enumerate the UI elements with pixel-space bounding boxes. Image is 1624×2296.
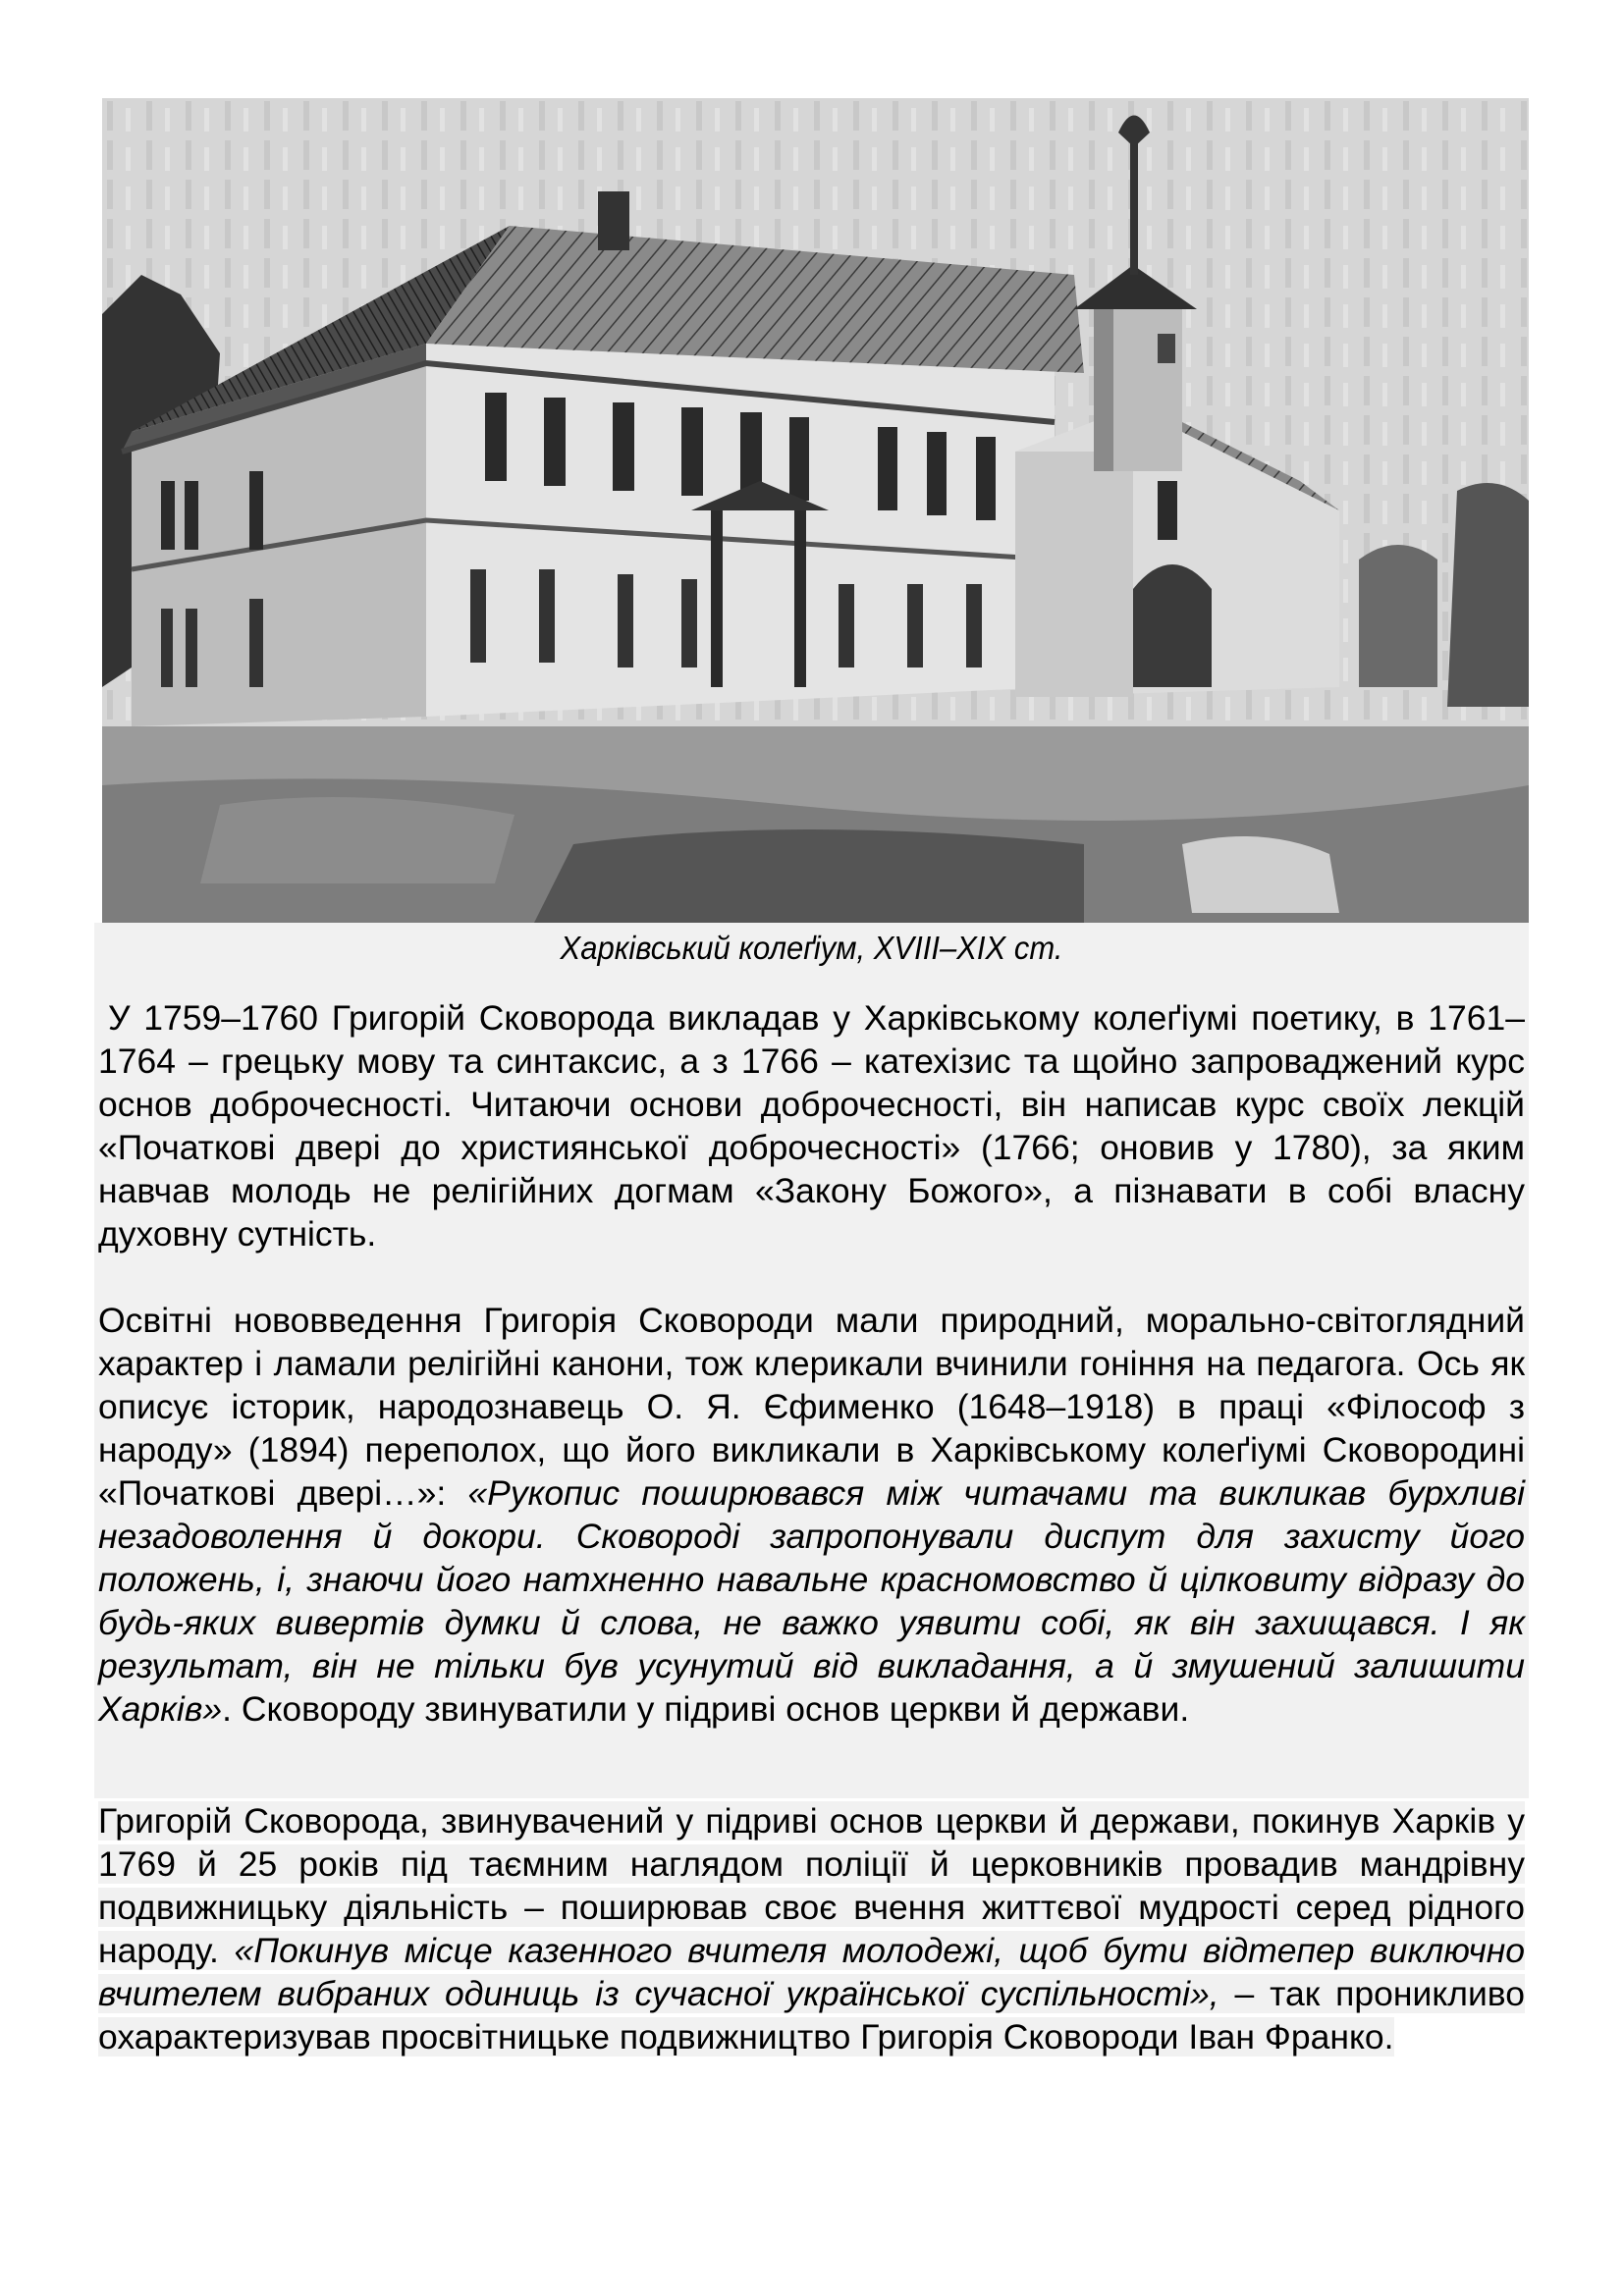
quote-yefymenko: «Рукопис поширювався між читачами та викликав бурхливі незадоволення й докори. Сковороді запропонували диспут для захисту його положень, і, знаючи його натхненно навальне красномовство й цілковиту відразу до будь-яких вивертів думки й слова, не важко уявити собі, як він захищався. І як результат, він не тільки був усунутий від викладання, а й змушений залишити Харків» bbox=[98, 1473, 1525, 1729]
paragraph-teaching-years bbox=[98, 996, 1525, 1255]
quote-franko: «Покинув місце казенного вчителя молодежі, щоб бути відтепер виключно вчителем вибраних одиниць із сучасної української суспільності», bbox=[98, 1931, 1525, 2013]
building-engraving-icon bbox=[102, 98, 1529, 923]
collegium-illustration bbox=[102, 98, 1529, 923]
paragraph-text: – так проникливо охарактеризував просвітницьке подвижництво Григорія Сковороди Іван Франко. bbox=[98, 1974, 1525, 2056]
paragraph-text: Григорій Сковорода, звинувачений у підриві основ церкви й держави, покинув Харків у 1769 й 25 років під таємним наглядом поліції й церковників провадив мандрівну подвижницьку діяльність – поширював своє вчення життєвої мудрості серед рідного народу. bbox=[98, 1801, 1525, 1970]
paragraph-text: . Сковороду звинуватили у підриві основ церкви й держави. bbox=[222, 1689, 1190, 1729]
paragraph-text: У 1759–1760 Григорій Сковорода викладав у Харківському колеґіумі поетику, в 1761–1764 – грецьку мову та синтаксис, а з 1766 – катехізис та щойно запроваджений курс основ доброчесності. Читаючи основи доброчесності, він написав курс своїх лекцій «Початкові двері до християнської доброчесності» (1766; оновив у 1780), за яким навчав молодь не релігійних догмам «Закону Божого», а пізнавати в собі власну духовну сутність. bbox=[98, 998, 1525, 1254]
figure-caption: Харківський колеґіум, XVIII–XIX ст. bbox=[560, 930, 1063, 966]
paragraph-text: Освітні нововведення Григорія Сковороди мали природний, морально-світоглядний характер і ламали релігійні канони, тож клерикали вчинили гоніння на педагога. Ось як описує історик, народознавець О. Я. Єфименко (1648–1918) в праці «Філософ з народу» (1894) переполох, що його викликали в Харківському колеґіумі Сковородині «Початкові двері…»: bbox=[98, 1301, 1525, 1513]
paragraph-innovations-persecution bbox=[98, 1299, 1525, 1731]
paragraph-wandering-years bbox=[98, 1799, 1525, 2058]
